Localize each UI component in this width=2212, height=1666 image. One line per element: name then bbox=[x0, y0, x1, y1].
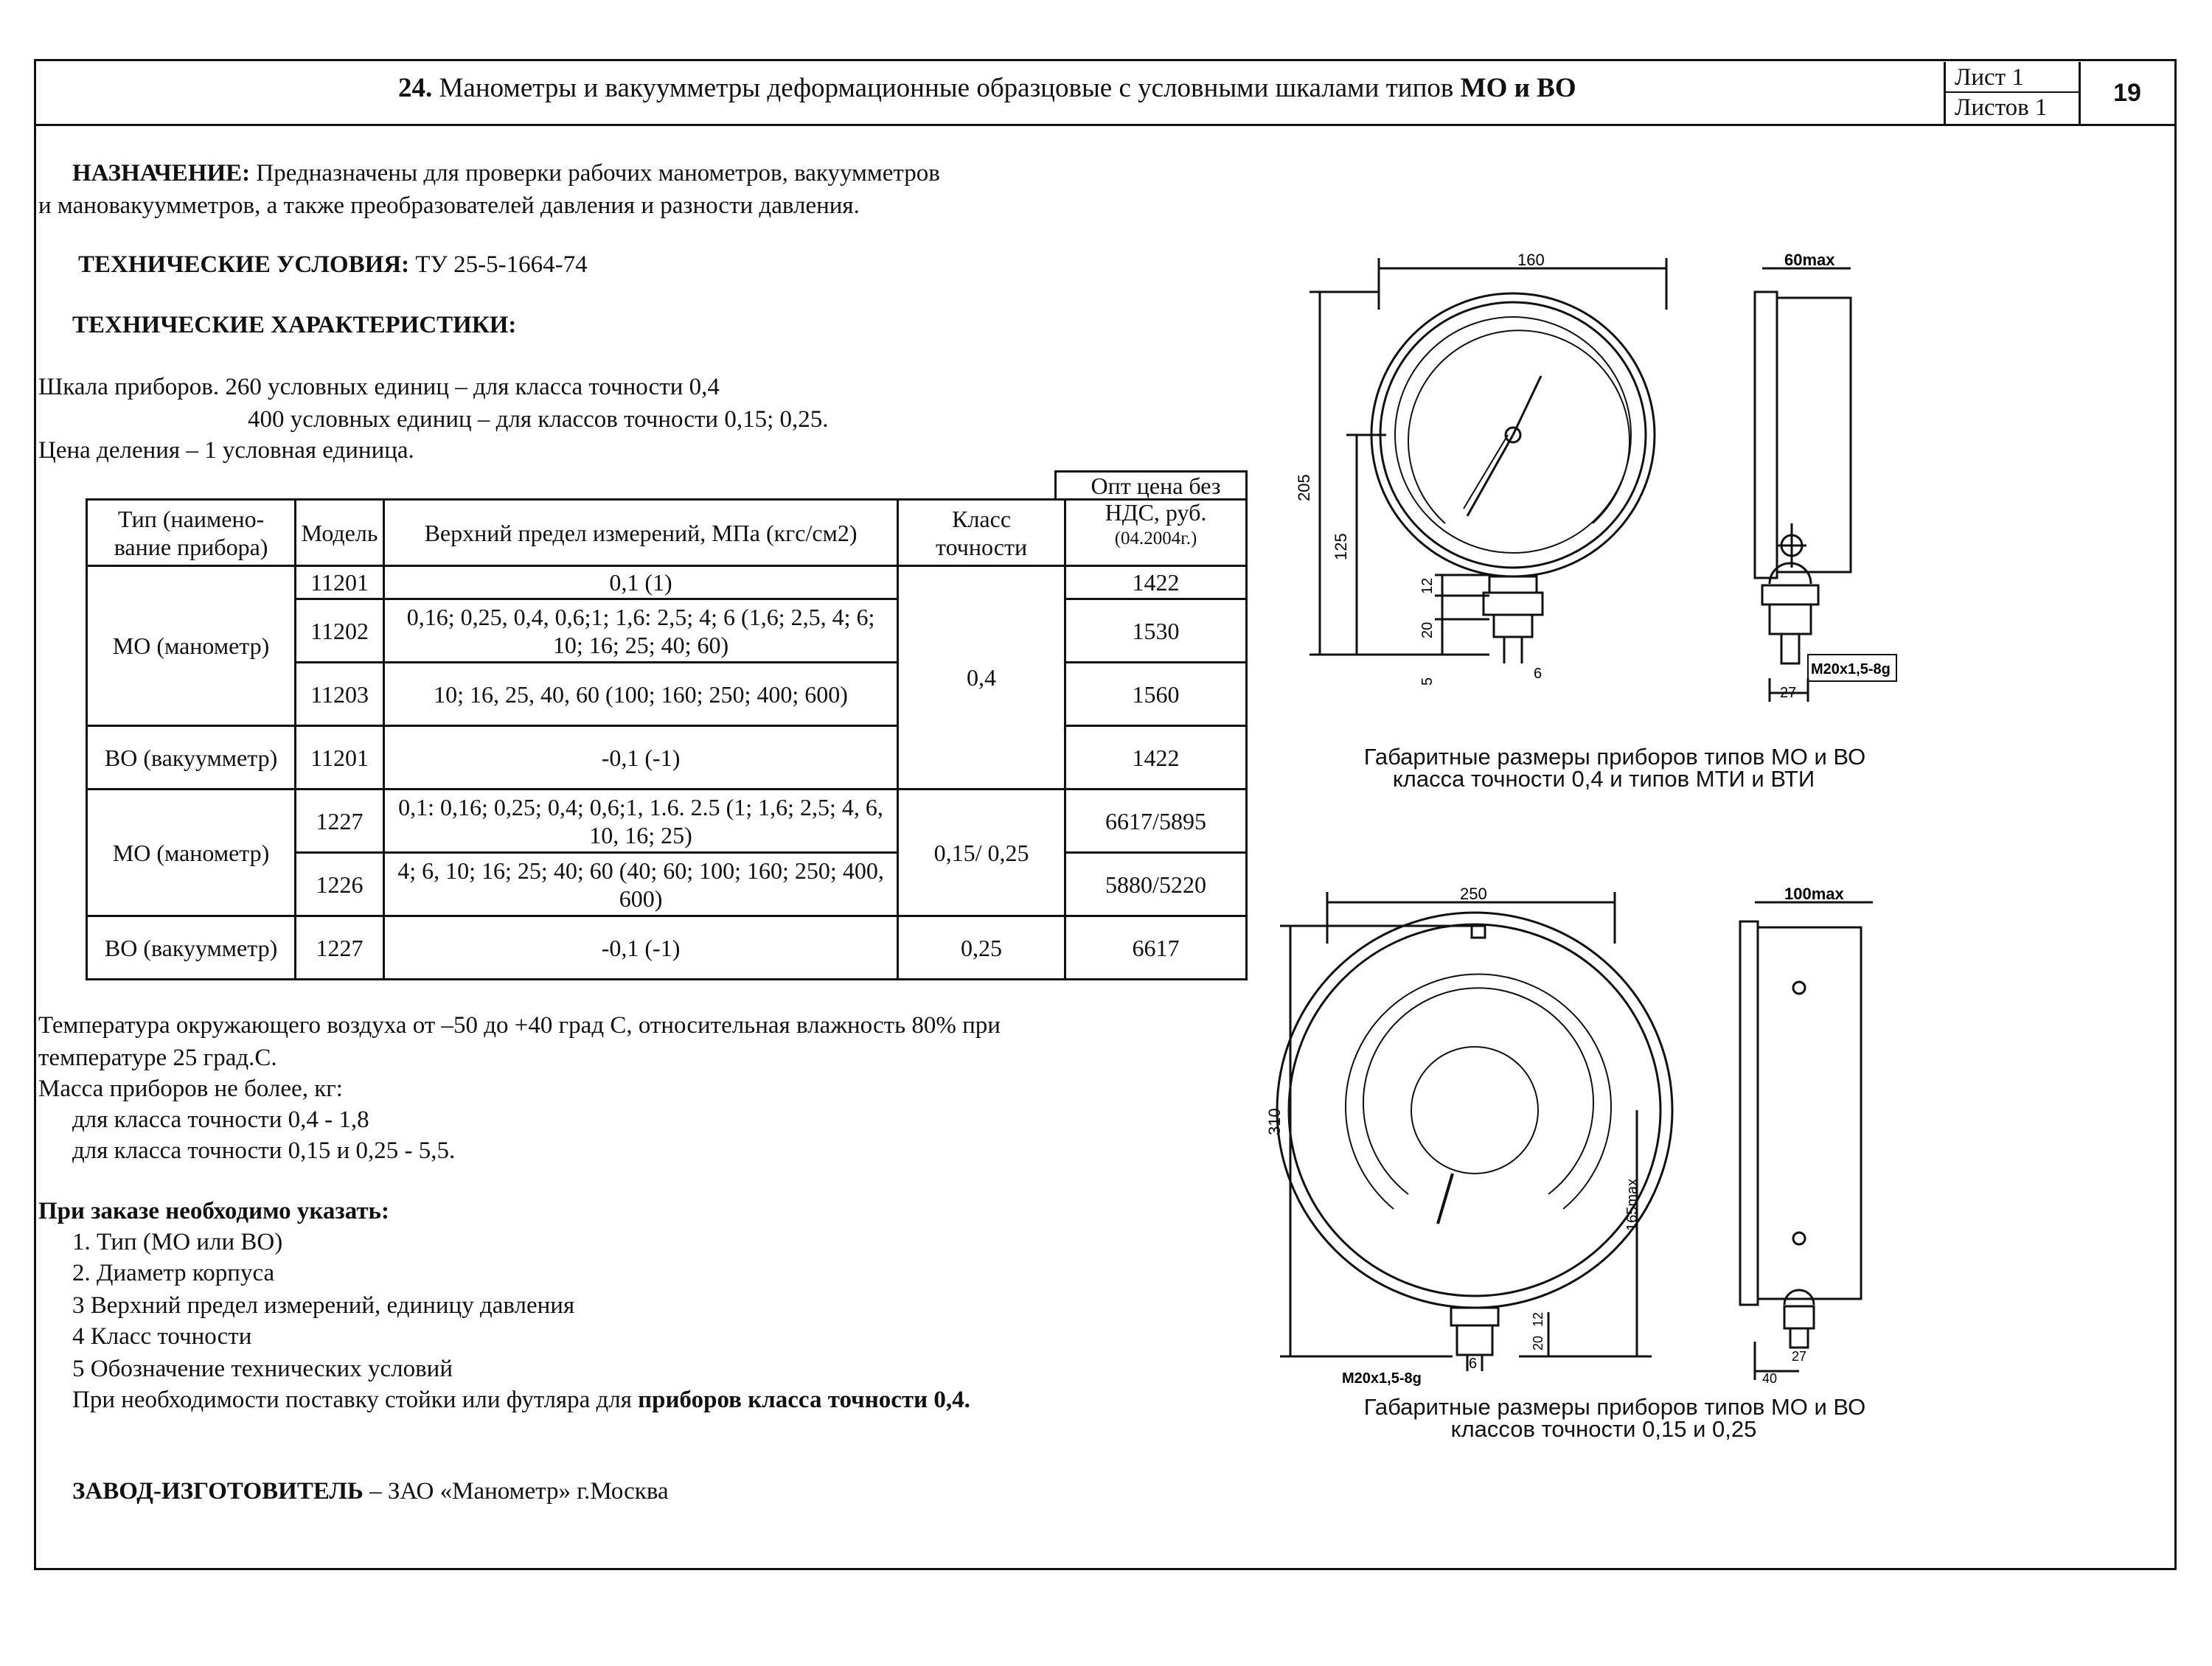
col-header-model: Модель bbox=[296, 500, 384, 566]
order-note-bold: приборов класса точности 0,4. bbox=[638, 1387, 970, 1413]
order-note bbox=[72, 1384, 970, 1415]
title-text: Манометры и вакуумметры деформационные образцовые с условными шкалами типов bbox=[439, 73, 1454, 103]
cell-type: ВО (вакуумметр) bbox=[87, 726, 296, 790]
purpose-text: Предназначены для проверки рабочих манометров, вакуумметров bbox=[256, 160, 940, 187]
manufacturer-value: – ЗАО «Манометр» г.Москва bbox=[369, 1478, 669, 1505]
tech-conditions-label: ТЕХНИЧЕСКИЕ УСЛОВИЯ: bbox=[78, 251, 410, 278]
conditions-line2: температуре 25 град.С. bbox=[38, 1045, 277, 1071]
manufacturer bbox=[72, 1476, 669, 1507]
col-header-price-text: Опт цена без НДС, руб. bbox=[1091, 473, 1221, 526]
cell-model: 1227 bbox=[296, 916, 384, 980]
cell-price: 6617/5895 bbox=[1065, 790, 1247, 853]
order-note-text: При необходимости поставку стойки или футляра для bbox=[72, 1387, 632, 1413]
cell-model: 11201 bbox=[296, 726, 384, 790]
header-divider bbox=[34, 124, 2177, 126]
dim-f: 6 bbox=[1534, 666, 1543, 682]
cell-limit: 0,16; 0,25, 0,4, 0,6;1; 1,6: 2,5; 4; 6 (1,6; 2,5, 4; 6; 10; 16; 25; 40; 60) bbox=[383, 599, 897, 663]
drawing-gauge-160 bbox=[1283, 251, 1947, 722]
table-header-row bbox=[87, 500, 1247, 566]
sheet-box bbox=[1944, 62, 2081, 124]
drawing1-caption bbox=[1320, 746, 1910, 790]
cell-limit: 0,1 (1) bbox=[383, 566, 897, 599]
table-row bbox=[87, 790, 1247, 853]
dim2-depth: 100max bbox=[1784, 885, 1844, 903]
purpose-line1 bbox=[72, 158, 940, 189]
cell-limit: -0,1 (-1) bbox=[383, 726, 897, 790]
table-row bbox=[87, 916, 1247, 980]
scale-line2: 400 условных единиц – для классов точности 0,15; 0,25. bbox=[248, 406, 829, 433]
dim-height: 205 bbox=[1295, 474, 1313, 501]
dim-center: 125 bbox=[1332, 533, 1350, 560]
dim-e: 5 bbox=[1419, 677, 1436, 686]
conditions-line3: Масса приборов не более, кг: bbox=[38, 1076, 343, 1102]
drawing1-caption-line1: Габаритные размеры приборов типов МО и ВО bbox=[1363, 744, 1866, 770]
cell-price: 6617 bbox=[1065, 916, 1247, 980]
sheet-label: Лист 1 bbox=[1946, 62, 2079, 93]
table-row bbox=[87, 566, 1247, 599]
cell-limit: 10; 16, 25, 40, 60 (100; 160; 250; 400; 600) bbox=[383, 663, 897, 726]
cell-model: 11201 bbox=[296, 566, 384, 599]
cell-price: 1560 bbox=[1065, 663, 1247, 726]
cell-price: 1422 bbox=[1065, 566, 1247, 599]
order-item: 1. Тип (МО или ВО) bbox=[72, 1229, 283, 1255]
manufacturer-label: ЗАВОД-ИЗГОТОВИТЕЛЬ bbox=[72, 1478, 364, 1505]
cell-class: 0,25 bbox=[898, 916, 1065, 980]
col-header-price-note: (04.2004г.) bbox=[1114, 529, 1197, 548]
order-heading: При заказе необходимо указать: bbox=[38, 1198, 389, 1224]
dim2-height: 310 bbox=[1265, 1108, 1284, 1135]
tech-specs-heading: ТЕХНИЧЕСКИЕ ХАРАКТЕРИСТИКИ: bbox=[72, 312, 517, 338]
order-item: 3 Верхний предел измерений, единицу давления bbox=[72, 1292, 575, 1319]
cell-price: 5880/5220 bbox=[1065, 853, 1247, 916]
cell-model: 1226 bbox=[296, 853, 384, 916]
purpose-line2: и мановакуумметров, а также преобразователей давления и разности давления. bbox=[38, 192, 860, 219]
cell-limit: -0,1 (-1) bbox=[383, 916, 897, 980]
cell-price: 1530 bbox=[1065, 599, 1247, 663]
drawing2-caption bbox=[1320, 1396, 1910, 1440]
dim-width: 27 bbox=[1780, 685, 1797, 701]
cell-type: МО (манометр) bbox=[87, 790, 296, 916]
scale-line3: Цена деления – 1 условная единица. bbox=[38, 437, 414, 464]
dim2-a: 12 bbox=[1531, 1311, 1545, 1327]
cell-class: 0,15/ 0,25 bbox=[898, 790, 1065, 916]
cell-model: 11202 bbox=[296, 599, 384, 663]
purpose-label: НАЗНАЧЕНИЕ: bbox=[72, 160, 251, 187]
cell-price: 1422 bbox=[1065, 726, 1247, 790]
dim2-width: 27 bbox=[1792, 1349, 1807, 1364]
section-number: 24. bbox=[398, 73, 433, 103]
page-title bbox=[398, 72, 1576, 104]
tech-conditions bbox=[78, 249, 588, 280]
dim2-g: 40 bbox=[1762, 1371, 1778, 1386]
dim2-f: 6 bbox=[1469, 1356, 1478, 1372]
col-header-limit: Верхний предел измерений, МПа (кгс/см2) bbox=[383, 500, 897, 566]
cell-type: ВО (вакуумметр) bbox=[87, 916, 296, 980]
conditions-line1: Температура окружающего воздуха от –50 до +40 град С, относительная влажность 80% при bbox=[38, 1012, 1001, 1039]
dim2-radius: 165max bbox=[1624, 1178, 1641, 1231]
order-item: 2. Диаметр корпуса bbox=[72, 1260, 275, 1286]
cell-limit: 0,1: 0,16; 0,25; 0,4; 0,6;1, 1.6. 2.5 (1; 1,6; 2,5; 4, 6, 10, 16; 25) bbox=[383, 790, 897, 853]
dim-depth: 60max bbox=[1784, 251, 1835, 269]
tech-conditions-value: ТУ 25-5-1664-74 bbox=[415, 251, 588, 278]
dim-thread: M20x1,5-8g bbox=[1811, 661, 1891, 677]
col-header-class: Класс точности bbox=[898, 500, 1065, 566]
drawing2-caption-line2: классов точности 0,15 и 0,25 bbox=[1450, 1416, 1757, 1442]
dim-a: 12 bbox=[1419, 577, 1436, 594]
dim-b: 20 bbox=[1419, 621, 1436, 638]
order-item: 4 Класс точности bbox=[72, 1323, 252, 1350]
order-item: 5 Обозначение технических условий bbox=[72, 1356, 453, 1382]
table-row bbox=[87, 726, 1247, 790]
col-header-type: Тип (наимено-вание прибора) bbox=[87, 500, 296, 566]
conditions-line5: для класса точности 0,15 и 0,25 - 5,5. bbox=[72, 1137, 456, 1164]
dim2-b: 20 bbox=[1531, 1335, 1545, 1350]
drawing-gauge-250 bbox=[1253, 885, 1917, 1386]
dim-diameter: 160 bbox=[1517, 251, 1545, 269]
scale-line1: Шкала приборов. 260 условных единиц – для класса точности 0,4 bbox=[38, 374, 720, 400]
sheets-label: Листов 1 bbox=[1955, 94, 2048, 121]
cell-class: 0,4 bbox=[898, 566, 1065, 790]
dim2-thread: M20x1,5-8g bbox=[1342, 1370, 1422, 1386]
cell-model: 1227 bbox=[296, 790, 384, 853]
dim2-diameter: 250 bbox=[1460, 885, 1487, 903]
conditions-line4: для класса точности 0,4 - 1,8 bbox=[72, 1106, 369, 1133]
title-types: МО и ВО bbox=[1460, 73, 1576, 103]
page-number: 19 bbox=[2113, 79, 2141, 107]
cell-type: МО (манометр) bbox=[87, 566, 296, 726]
drawing1-caption-line2: класса точности 0,4 и типов МТИ и ВТИ bbox=[1392, 766, 1815, 792]
drawing2-caption-line1: Габаритные размеры приборов типов МО и ВО bbox=[1363, 1394, 1866, 1420]
cell-model: 11203 bbox=[296, 663, 384, 726]
spec-table bbox=[86, 473, 1248, 980]
cell-limit: 4; 6, 10; 16; 25; 40; 60 (40; 60; 100; 160; 250; 400, 600) bbox=[383, 853, 897, 916]
col-header-price bbox=[1065, 473, 1247, 566]
